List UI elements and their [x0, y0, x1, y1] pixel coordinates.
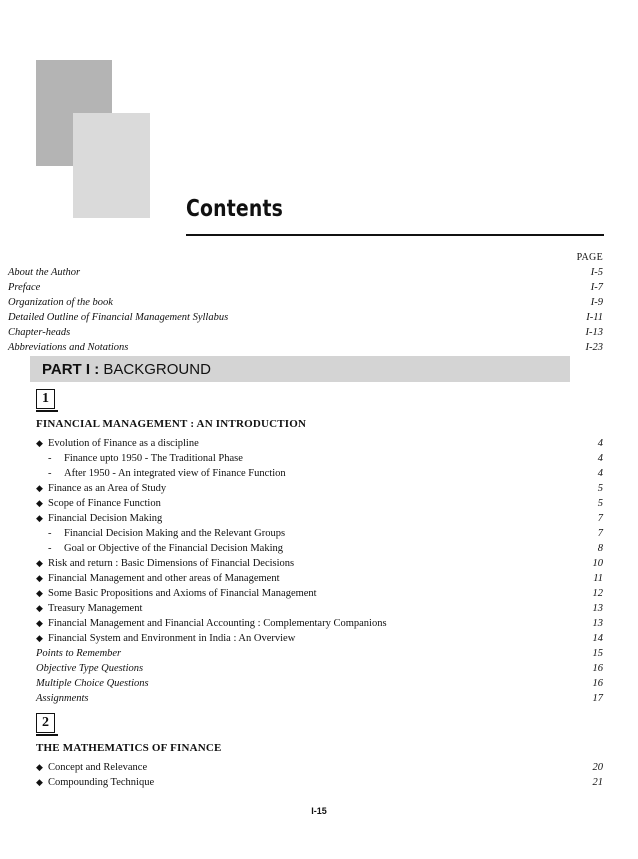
toc-entry-text: Points to Remember: [36, 648, 122, 659]
toc-entry-text: Detailed Outline of Financial Management Syllabus: [8, 312, 229, 323]
dash-marker: -: [48, 528, 52, 539]
diamond-bullet-icon: ◆: [36, 573, 43, 583]
title-underline: [186, 234, 604, 236]
toc-entry-text: Financial Decision Making: [48, 513, 163, 524]
toc-entry-page: 4: [597, 438, 603, 449]
toc-sub-item: [36, 526, 603, 541]
toc-entry-page: I-5: [590, 267, 603, 278]
diamond-bullet-icon: ◆: [36, 618, 43, 628]
toc-entry-text: About the Author: [8, 267, 81, 278]
page-column-label: PAGE: [576, 252, 603, 263]
toc-entry-page: 17: [592, 693, 603, 704]
toc-item: [36, 631, 603, 646]
decorative-block-light: [73, 113, 150, 218]
toc-entry-text: Financial Management and Financial Accounting : Complementary Companions: [48, 618, 387, 629]
dash-marker: -: [48, 468, 52, 479]
toc-entry-page: 5: [597, 483, 603, 494]
toc-entry-text: Financial System and Environment in India : An Overview: [48, 633, 296, 644]
toc-entry-text: Scope of Finance Function: [48, 498, 161, 509]
diamond-bullet-icon: ◆: [36, 498, 43, 508]
chapter-number-box: 2: [36, 713, 55, 733]
toc-end-item: [36, 661, 603, 676]
toc-entry-text: Abbreviations and Notations: [8, 342, 129, 353]
toc-front-item: [8, 325, 603, 340]
toc-entry-page: 14: [592, 633, 603, 644]
toc-entry-text: Financial Decision Making and the Relevant Groups: [64, 528, 286, 539]
chapter-entries: [36, 436, 603, 706]
toc-item: [36, 496, 603, 511]
toc-entry-text: Risk and return : Basic Dimensions of Financial Decisions: [48, 558, 295, 569]
diamond-bullet-icon: ◆: [36, 633, 43, 643]
diamond-bullet-icon: ◆: [36, 483, 43, 493]
toc-sub-item: [36, 541, 603, 556]
toc-item: [36, 571, 603, 586]
diamond-bullet-icon: ◆: [36, 762, 43, 772]
toc-entry-text: Organization of the book: [8, 297, 113, 308]
toc-entry-page: 21: [592, 777, 603, 788]
toc-front-item: [8, 280, 603, 295]
toc-entry-page: 7: [597, 528, 603, 539]
chapter-entries: [36, 760, 603, 790]
toc-entry-text: Assignments: [36, 693, 89, 704]
chapter-number-rule: [36, 410, 58, 412]
toc-front-item: [8, 310, 603, 325]
toc-item: [36, 436, 603, 451]
toc-entry-text: Treasury Management: [48, 603, 143, 614]
toc-entry-text: Some Basic Propositions and Axioms of Financial Management: [48, 588, 317, 599]
page-title: Contents: [186, 196, 284, 222]
toc-entry-text: Concept and Relevance: [48, 762, 148, 773]
diamond-bullet-icon: ◆: [36, 558, 43, 568]
toc-item: [36, 775, 603, 790]
toc-entry-page: 20: [592, 762, 603, 773]
toc-item: [36, 511, 603, 526]
toc-entry-page: 4: [597, 468, 603, 479]
chapter-number-box: 1: [36, 389, 55, 409]
toc-item: [36, 556, 603, 571]
chapter-number-rule: [36, 734, 58, 736]
toc-front-item: [8, 340, 603, 355]
toc-sub-item: [36, 451, 603, 466]
toc-entry-page: I-13: [585, 327, 603, 338]
page-number: I-15: [311, 806, 327, 816]
toc-sub-item: [36, 466, 603, 481]
toc-entry-page: 8: [597, 543, 603, 554]
dash-marker: -: [48, 453, 52, 464]
diamond-bullet-icon: ◆: [36, 603, 43, 613]
toc-entry-text: Financial Management and other areas of Management: [48, 573, 280, 584]
toc-entry-page: 12: [592, 588, 603, 599]
part-label: PART I :: [42, 360, 100, 378]
toc-entry-page: 16: [592, 663, 603, 674]
toc-entry-page: 10: [592, 558, 603, 569]
part-heading: [30, 356, 570, 382]
toc-entry-text: Multiple Choice Questions: [36, 678, 149, 689]
toc-entry-page: 13: [592, 603, 603, 614]
toc-entry-page: 13: [592, 618, 603, 629]
toc-entry-page: 11: [593, 573, 603, 584]
toc-entry-text: Chapter-heads: [8, 327, 71, 338]
toc-entry-text: Compounding Technique: [48, 777, 155, 788]
toc-end-item: [36, 691, 603, 706]
toc-entry-text: Objective Type Questions: [36, 663, 144, 674]
toc-entry-text: Evolution of Finance as a discipline: [48, 438, 199, 449]
diamond-bullet-icon: ◆: [36, 777, 43, 787]
toc-entry-page: I-11: [586, 312, 603, 323]
dash-marker: -: [48, 543, 52, 554]
toc-item: [36, 481, 603, 496]
front-matter-list: [8, 251, 603, 355]
toc-end-item: [36, 676, 603, 691]
toc-entry-page: I-9: [590, 297, 603, 308]
diamond-bullet-icon: ◆: [36, 438, 43, 448]
diamond-bullet-icon: ◆: [36, 513, 43, 523]
chapter-title: FINANCIAL MANAGEMENT : AN INTRODUCTION: [36, 418, 307, 430]
toc-entry-page: 16: [592, 678, 603, 689]
toc-front-item: [8, 265, 603, 280]
part-name: BACKGROUND: [103, 360, 211, 378]
toc-entry-page: I-7: [590, 282, 603, 293]
toc-entry-page: 5: [597, 498, 603, 509]
toc-entry-text: Finance as an Area of Study: [48, 483, 167, 494]
toc-item: [36, 586, 603, 601]
chapter-title: THE MATHEMATICS OF FINANCE: [36, 742, 222, 754]
toc-entry-text: Finance upto 1950 - The Traditional Phase: [64, 453, 243, 464]
toc-entry-text: Preface: [8, 282, 41, 293]
toc-entry-page: 4: [597, 453, 603, 464]
toc-entry-page: 15: [592, 648, 603, 659]
toc-entry-text: After 1950 - An integrated view of Finance Function: [64, 468, 286, 479]
toc-entry-text: Goal or Objective of the Financial Decision Making: [64, 543, 283, 554]
toc-entry-page: 7: [597, 513, 603, 524]
toc-end-item: [36, 646, 603, 661]
diamond-bullet-icon: ◆: [36, 588, 43, 598]
toc-item: [36, 616, 603, 631]
toc-item: [36, 760, 603, 775]
toc-item: [36, 601, 603, 616]
toc-front-item: [8, 295, 603, 310]
toc-entry-page: I-23: [585, 342, 603, 353]
